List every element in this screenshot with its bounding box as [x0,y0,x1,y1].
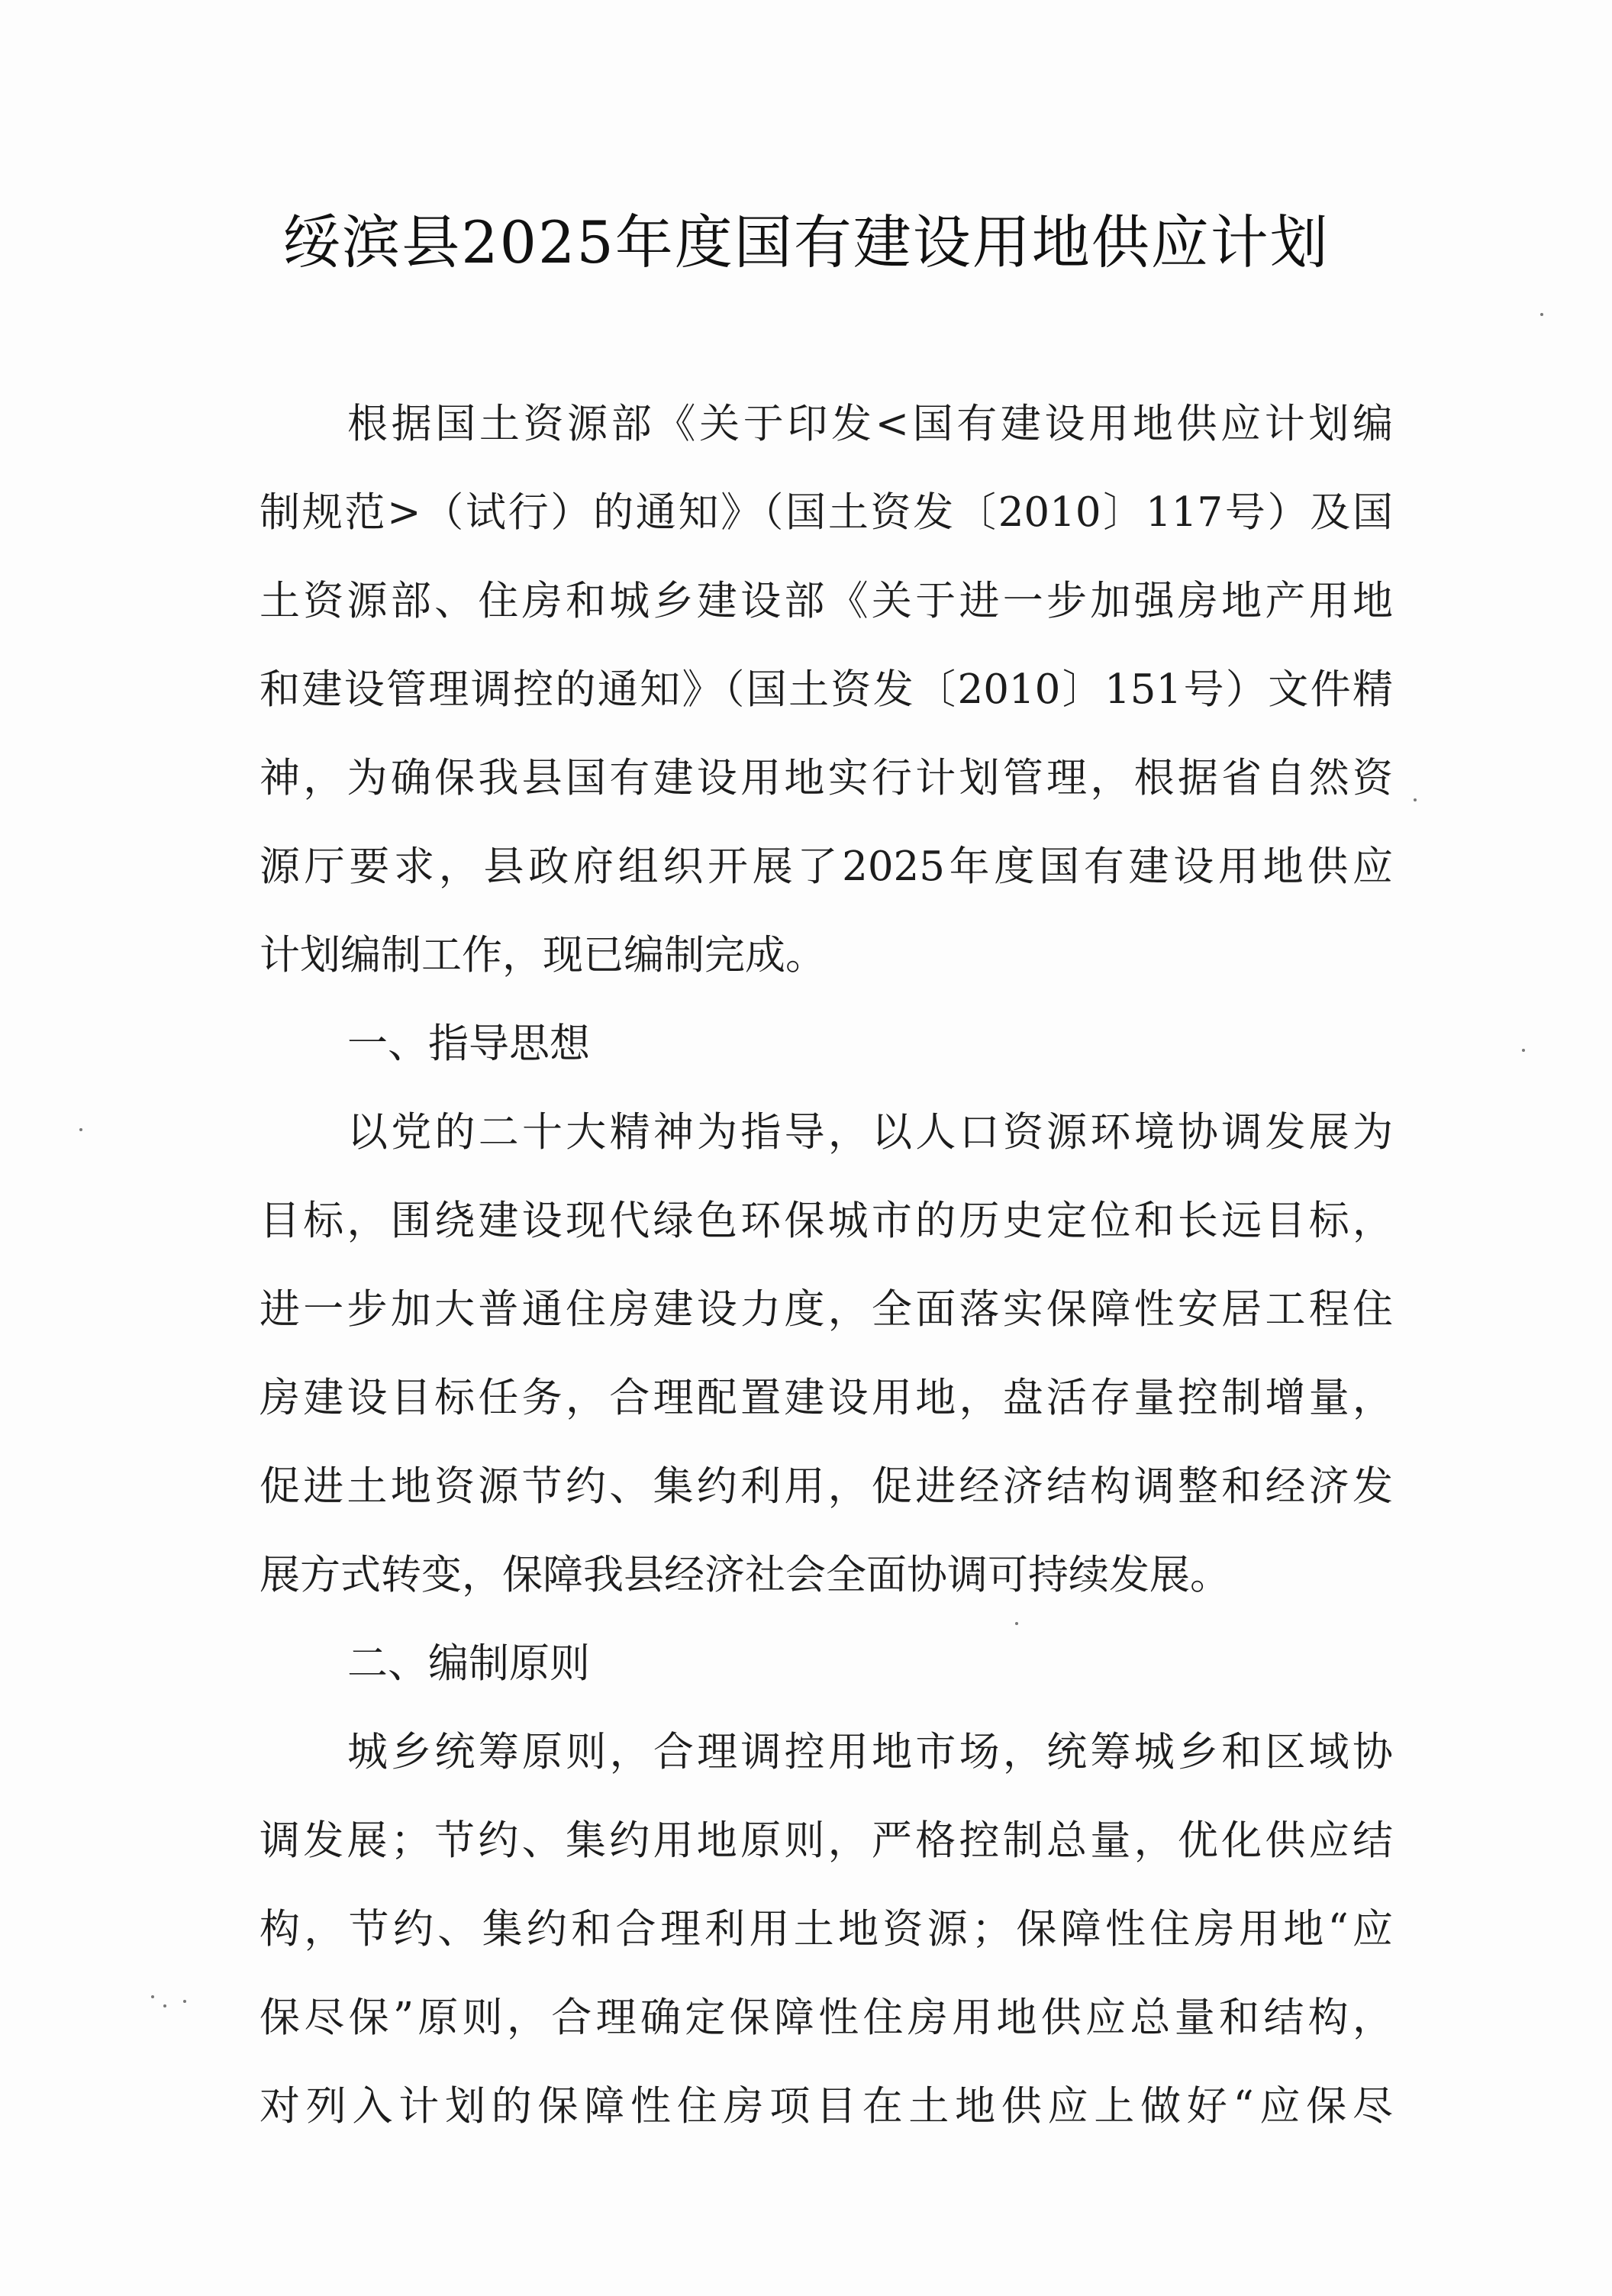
paragraph-line: 展方式转变，保障我县经济社会全面协调可持续发展。 [260,1552,1230,1598]
paragraph-line: 构，节约、集约和合理利用土地资源；保障性住房用地“应 [260,1906,1393,1953]
paragraph-line: 和建设管理调控的通知》（国土资发〔2010〕151号）文件精 [260,666,1393,713]
paragraph-line: 源厅要求，县政府组织开展了2025年度国有建设用地供应 [260,843,1393,890]
scan-speck [1414,798,1417,801]
scan-speck [151,1995,154,1998]
scan-speck [1540,313,1543,316]
scan-speck [1522,1049,1525,1052]
paragraph-line: 调发展；节约、集约用地原则，严格控制总量，优化供应结 [260,1817,1393,1864]
paragraph-line: 计划编制工作，现已编制完成。 [260,932,826,979]
paragraph-line: 根据国土资源部《关于印发<国有建设用地供应计划编 [347,401,1393,447]
section-heading-guiding-thought: 一、指导思想 [347,1021,590,1067]
paragraph-line: 神，为确保我县国有建设用地实行计划管理，根据省自然资 [260,755,1393,801]
paragraph-line: 制规范>（试行）的通知》（国土资发〔2010〕117号）及国 [260,489,1393,536]
paragraph-line: 对列入计划的保障性住房项目在土地供应上做好“应保尽 [260,2083,1393,2130]
paragraph-line: 促进土地资源节约、集约利用，促进经济结构调整和经济发 [260,1463,1393,1510]
paragraph-line: 房建设目标任务，合理配置建设用地，盘活存量控制增量， [260,1375,1393,1421]
paragraph-line: 土资源部、住房和城乡建设部《关于进一步加强房地产用地 [260,578,1393,624]
section-heading-principles: 二、编制原则 [347,1640,590,1687]
scan-speck [79,1128,82,1131]
paragraph-line: 目标，围绕建设现代绿色环保城市的历史定位和长远目标， [260,1198,1393,1244]
paragraph-line: 以党的二十大精神为指导，以人口资源环境协调发展为 [347,1109,1393,1156]
document-title: 绥滨县2025年度国有建设用地供应计划 [282,208,1330,276]
paragraph-line: 保尽保”原则，合理确定保障性住房用地供应总量和结构， [260,1994,1393,2041]
scan-speck [183,2000,186,2003]
paragraph-line: 进一步加大普通住房建设力度，全面落实保障性安居工程住 [260,1286,1393,1333]
scan-speck [1015,1622,1018,1625]
scan-speck [163,2004,166,2007]
paragraph-line: 城乡统筹原则，合理调控用地市场，统筹城乡和区域协 [347,1729,1393,1775]
